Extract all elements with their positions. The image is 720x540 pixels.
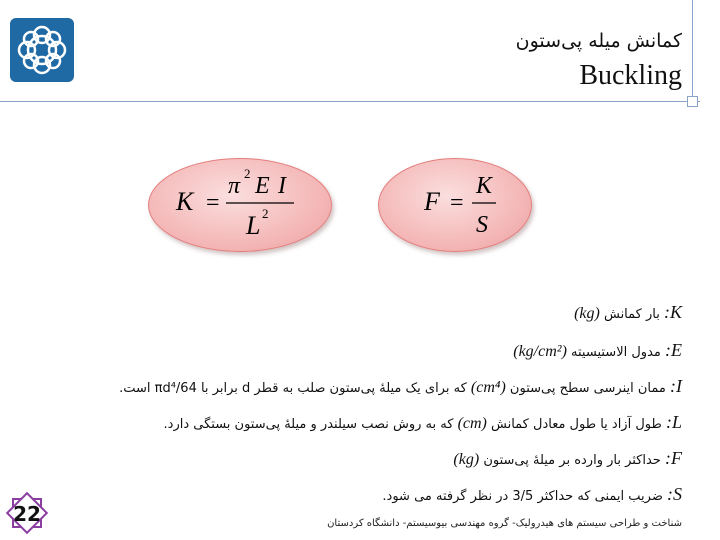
- formula-f-lhs: F: [424, 187, 440, 216]
- definition-unit: (kg/cm²): [513, 343, 567, 360]
- formula-f-denominator: S: [476, 212, 488, 238]
- formula-k-equals: =: [206, 190, 220, 216]
- formula-k-lhs: K: [176, 187, 194, 216]
- definition-f: [42, 448, 682, 469]
- definition-l: [42, 412, 682, 433]
- page-number: 22: [13, 502, 41, 526]
- formula-k-pi: π: [228, 173, 241, 199]
- definition-tail: که برای یک میلهٔ پی‌ستون صلب به قطر d برابر با πd⁴/64 است.: [119, 381, 467, 396]
- definition-text: ضریب ایمنی که حداکثر 3/5 در نظر گرفته می شود.: [382, 489, 663, 504]
- definition-unit: (kg): [453, 451, 480, 468]
- definition-s: [42, 484, 682, 505]
- definition-e: [42, 340, 682, 361]
- definition-unit: (cm): [457, 415, 487, 432]
- footer-text: شناخت و طراحی سیستم های هیدرولیک- گروه مهندسی بیوسیستم- دانشگاه کردستان: [327, 518, 682, 529]
- definition-unit: (cm⁴): [470, 379, 506, 396]
- definition-text: ممان اینرسی سطح پی‌ستون: [505, 381, 666, 396]
- definition-symbol: I:: [670, 376, 682, 396]
- formula-k-l: L: [246, 211, 261, 240]
- definition-symbol: K:: [663, 302, 682, 322]
- slide-title-persian: کمانش میله پی‌ستون: [515, 30, 682, 52]
- definition-text: حداکثر بار وارده بر میلهٔ پی‌ستون: [479, 453, 661, 468]
- formula-f: [378, 158, 678, 278]
- slide-title-english: Buckling: [579, 60, 682, 91]
- formula-f-numerator: K: [476, 173, 493, 199]
- formula-f-equals: =: [450, 190, 464, 216]
- definition-symbol: F:: [665, 448, 682, 468]
- formula-k-pi-exponent: 2: [244, 166, 251, 181]
- definition-text: طول آزاد یا طول معادل کمانش: [486, 417, 662, 432]
- formula-k-l-exponent: 2: [262, 206, 269, 221]
- formula-k-e: E: [255, 173, 270, 199]
- definition-tail: که به روش نصب سیلندر و میلهٔ پی‌ستون بستگی دارد.: [163, 417, 454, 432]
- definition-symbol: L:: [665, 412, 682, 432]
- university-logo: [10, 18, 74, 82]
- formula-k-i: I: [278, 173, 286, 199]
- definition-i: [42, 376, 682, 397]
- definition-text: مدول الاستیسیته: [566, 345, 661, 360]
- definition-text: بار کمانش: [599, 307, 660, 322]
- definition-unit: (kg): [574, 305, 600, 322]
- header-divider-vertical: [692, 0, 693, 102]
- definition-symbol: S:: [667, 484, 682, 504]
- definition-k: [42, 302, 682, 323]
- divider-corner-square: [687, 96, 698, 107]
- header-divider-horizontal: [0, 101, 700, 102]
- definition-symbol: E:: [665, 340, 682, 360]
